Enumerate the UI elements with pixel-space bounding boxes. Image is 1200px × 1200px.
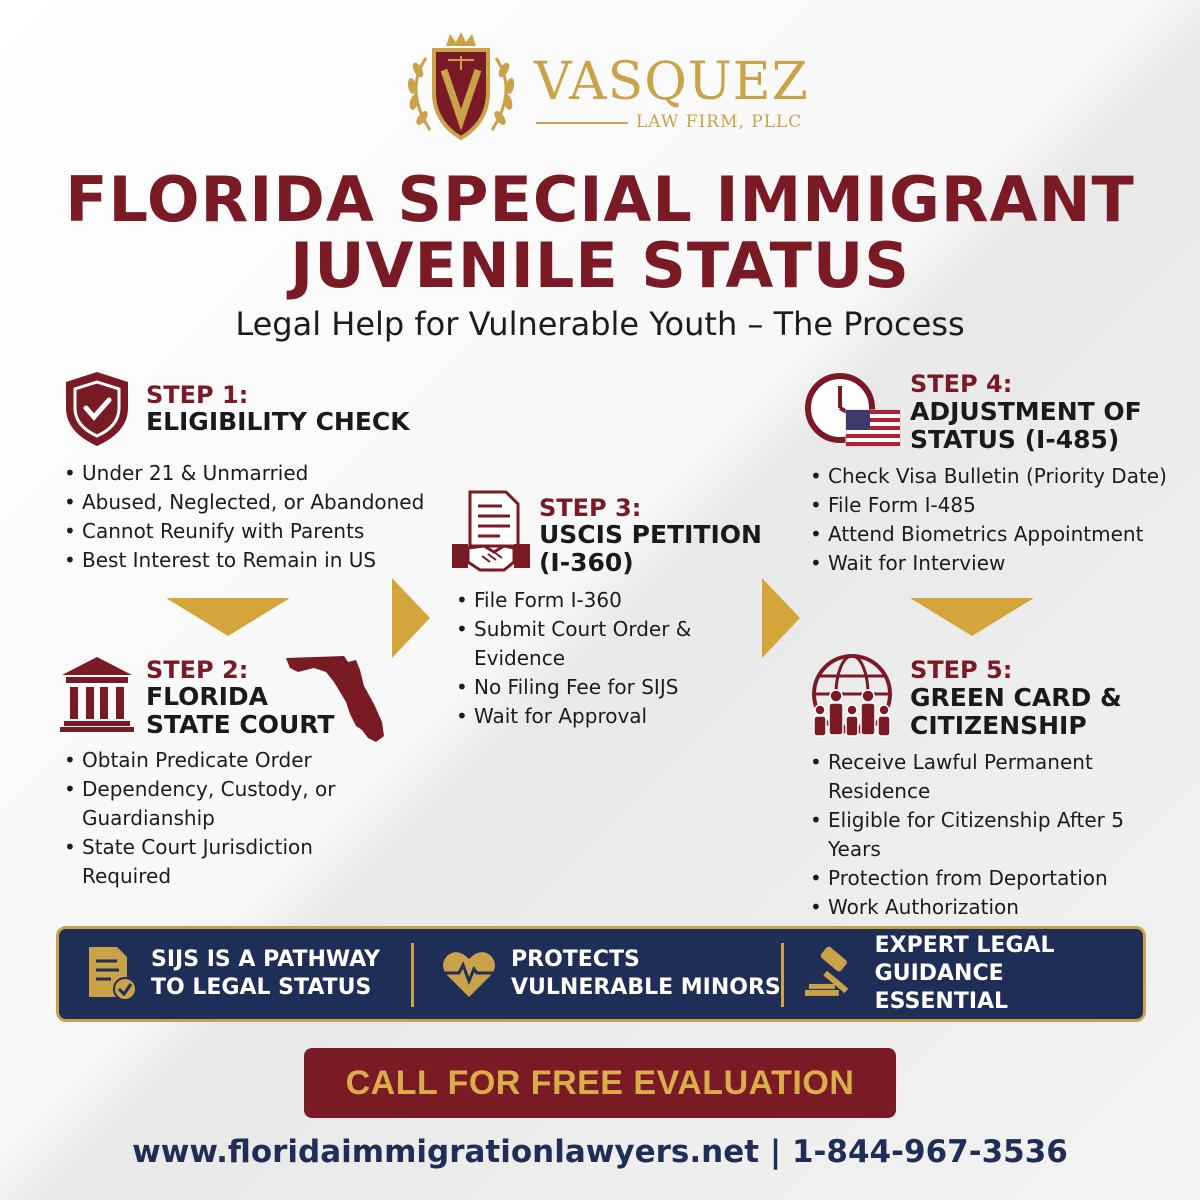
step-1-label: STEP 1: [146, 381, 249, 409]
banner-text-line-1: PROTECTS [511, 947, 640, 972]
list-item: • File Form I-360 [454, 586, 704, 615]
step-3-heading-line-2: (I-360) [539, 548, 634, 577]
gavel-icon [803, 946, 861, 1002]
banner-text-line-1: SIJS IS A PATHWAY [151, 947, 381, 972]
list-item: • Submit Court Order & Evidence [454, 615, 704, 673]
list-item: • Protection from Deportation [808, 864, 1178, 893]
arrow-down-icon [166, 598, 290, 636]
step-2-bullets [62, 746, 342, 891]
globe-family-icon [806, 652, 898, 742]
step-2-heading-line-2: STATE COURT [146, 710, 335, 739]
cta-label: CALL FOR FREE EVALUATION [345, 1063, 855, 1102]
step-5-heading-line-1: GREEN CARD & [910, 683, 1122, 712]
banner-text-line-2: GUIDANCE ESSENTIAL [874, 961, 1009, 1014]
list-item: • Receive Lawful Permanent Residence [808, 748, 1178, 806]
list-item: • Abused, Neglected, or Abandoned [62, 488, 432, 517]
list-item: • Wait for Interview [808, 549, 1178, 578]
banner-item-expert [803, 929, 1143, 1019]
step-1-heading: ELIGIBILITY CHECK [146, 407, 410, 436]
banner-divider [411, 943, 414, 1007]
list-item: • Best Interest to Remain in US [62, 546, 432, 575]
list-item: • State Court Jurisdiction Required [62, 833, 342, 891]
arrow-right-icon [392, 578, 430, 658]
contact-line [0, 1134, 1200, 1170]
banner-item-protects [441, 929, 781, 1019]
courthouse-icon [60, 655, 134, 733]
step-3-label: STEP 3: [539, 494, 642, 522]
clock-flag-icon [804, 370, 902, 450]
website-link[interactable]: www.floridaimmigrationlawyers.net [132, 1134, 760, 1170]
list-item: • Dependency, Custody, or Guardianship [62, 775, 342, 833]
step-5-heading-line-2: CITIZENSHIP [910, 711, 1087, 740]
step-4-bullets [808, 462, 1178, 578]
banner-text-line-2: VULNERABLE MINORS [511, 975, 781, 1000]
list-item: • Under 21 & Unmarried [62, 459, 432, 488]
page-title-line-2: JUVENILE STATUS [290, 229, 910, 302]
arrow-right-icon [762, 578, 800, 658]
step-5-label: STEP 5: [910, 656, 1013, 684]
list-item: • File Form I-485 [808, 491, 1178, 520]
firm-name: VASQUEZ [534, 52, 809, 112]
contact-separator: | [759, 1134, 792, 1170]
shield-check-icon [62, 370, 132, 448]
page-subtitle: Legal Help for Vulnerable Youth – The Process [235, 305, 965, 343]
list-item: • Attend Biometrics Appointment [808, 520, 1178, 549]
step-4-heading-line-1: ADJUSTMENT OF [910, 397, 1142, 426]
list-item: • Check Visa Bulletin (Priority Date) [808, 462, 1178, 491]
step-2-heading-line-1: FLORIDA [146, 682, 269, 711]
key-points-banner [56, 926, 1146, 1022]
list-item: • Eligible for Citizenship After 5 Years [808, 806, 1178, 864]
document-check-icon [87, 945, 137, 1003]
step-1-bullets [62, 459, 432, 575]
phone-link[interactable]: 1-844-967-3536 [791, 1134, 1068, 1170]
list-item: • Cannot Reunify with Parents [62, 517, 432, 546]
step-4-label: STEP 4: [910, 370, 1013, 398]
page-title-line-1: FLORIDA SPECIAL IMMIGRANT [65, 163, 1135, 236]
firm-name-rule [536, 122, 628, 124]
banner-item-pathway [87, 929, 380, 1019]
banner-text-line-2: TO LEGAL STATUS [151, 975, 372, 1000]
step-4-heading-line-2: STATUS (I-485) [910, 425, 1120, 454]
step-3-heading-line-1: USCIS PETITION [539, 520, 762, 549]
list-item: • Wait for Approval [454, 702, 704, 731]
call-for-free-evaluation-button[interactable] [304, 1048, 896, 1118]
step-2-label: STEP 2: [146, 656, 249, 684]
step-3-bullets [454, 586, 704, 731]
list-item: • Work Authorization [808, 893, 1178, 922]
document-handshake-icon [452, 490, 530, 576]
arrow-down-icon [910, 598, 1034, 636]
banner-text-line-1: EXPERT LEGAL [874, 933, 1055, 958]
heart-pulse-icon [441, 949, 497, 999]
step-5-bullets [808, 748, 1178, 922]
banner-divider [781, 943, 784, 1007]
firm-subname: LAW FIRM, PLLC [636, 112, 803, 132]
list-item: • No Filing Fee for SIJS [454, 673, 704, 702]
list-item: • Obtain Predicate Order [62, 746, 342, 775]
law-firm-logo-crest-icon [396, 30, 526, 150]
